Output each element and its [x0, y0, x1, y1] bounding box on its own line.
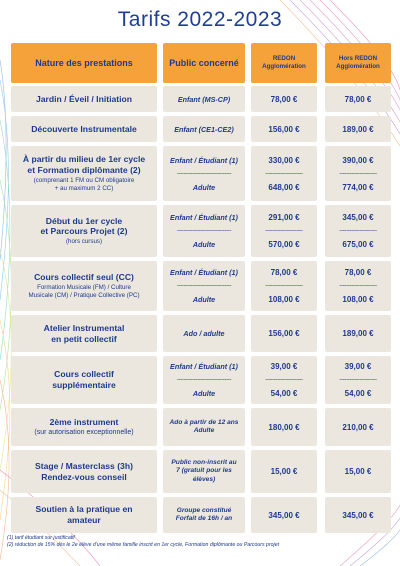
- row-10-redon: 345,00 €: [251, 497, 317, 533]
- row-9-public: [163, 450, 245, 493]
- price-1: 78,00 €: [344, 268, 372, 277]
- public-line1: Enfant / Étudiant (1): [170, 268, 238, 277]
- price-2: 108,00 €: [342, 295, 374, 304]
- public-line1: Enfant / Étudiant (1): [170, 155, 238, 165]
- row-3-nature: [11, 146, 157, 201]
- separator: ----------------------: [339, 170, 377, 177]
- row-1-redon: 78,00 €: [251, 86, 317, 112]
- row-9-nature: [11, 450, 157, 493]
- row-8-hors: 210,00 €: [325, 408, 391, 446]
- price-1: 39,00 €: [270, 362, 298, 371]
- price-2: 108,00 €: [268, 295, 300, 304]
- row-subtitle-line2: Musicale (CM) / Pratique Collective (PC): [28, 291, 140, 299]
- separator: --------------------------------: [176, 283, 232, 289]
- row-title-line1: Stage / Masterclass (3h): [35, 460, 133, 471]
- price-2: 774,00 €: [342, 182, 374, 192]
- row-4-redon: [251, 205, 317, 257]
- price-2: 54,00 €: [344, 389, 372, 398]
- public-line3: élèves): [192, 475, 216, 483]
- row-title-line2: et Formation diplômante (2): [27, 164, 141, 175]
- header-hors-line2: Agglomération: [336, 63, 380, 70]
- price-1: 291,00 €: [268, 213, 300, 222]
- price-1: 78,00 €: [270, 268, 298, 277]
- public-line2: Adulte: [192, 295, 216, 304]
- row-1-public: Enfant (MS-CP): [163, 86, 245, 112]
- row-10-public: [163, 497, 245, 533]
- row-9-hors: 15,00 €: [325, 450, 391, 493]
- row-8-nature: [11, 408, 157, 446]
- public-line1: Ado à partir de 12 ans: [169, 418, 239, 426]
- public-line1: Groupe constitué: [176, 506, 232, 514]
- row-title-line1: Cours collectif: [54, 369, 114, 380]
- price-2: 648,00 €: [268, 182, 300, 192]
- row-5-redon: [251, 261, 317, 311]
- row-title-line1: À partir du milieu de 1er cycle: [22, 154, 146, 165]
- public-line1: Public non-inscrit au: [171, 459, 237, 467]
- row-10-hors: 345,00 €: [325, 497, 391, 533]
- row-2-public: Enfant (CE1-CE2): [163, 116, 245, 142]
- row-1-hors: 78,00 €: [325, 86, 391, 112]
- separator: ----------------------: [339, 228, 377, 234]
- row-1-nature: [11, 86, 157, 112]
- row-7-redon: [251, 356, 317, 404]
- row-title: Découverte Instrumentale: [31, 123, 137, 134]
- separator: ----------------------: [265, 283, 303, 289]
- row-title-line2: en petit collectif: [51, 333, 117, 344]
- separator: ----------------------: [339, 377, 377, 383]
- separator: --------------------------------: [176, 377, 232, 383]
- row-8-redon: 180,00 €: [251, 408, 317, 446]
- row-subtitle-line1: (comprenant 1 FM ou CM obligatoire: [33, 176, 135, 184]
- row-5-public: [163, 261, 245, 311]
- row-title-line1: Atelier Instrumental: [43, 322, 125, 333]
- header-redon-line1: REDON: [272, 55, 296, 63]
- price-1: 39,00 €: [344, 362, 372, 371]
- row-6-public: Ado / adulte: [163, 315, 245, 352]
- page-title: Tarifs 2022-2023: [117, 8, 283, 31]
- footnote-1: (1) tarif étudiant sur justificatif: [7, 535, 75, 541]
- footnote-2: (2) réduction de 15% dès le 2e élève d'une même famille inscrit en 1er cycle, Formation diplômante ou Parcours projet: [7, 542, 280, 549]
- public-line1: Enfant / Étudiant (1): [170, 213, 238, 222]
- public-line2: Adulte: [192, 182, 216, 192]
- price-2: 675,00 €: [342, 240, 374, 249]
- row-3-public: [163, 146, 245, 201]
- header-nature: Nature des prestations: [11, 43, 157, 83]
- row-3-redon: [251, 146, 317, 201]
- price-2: 570,00 €: [268, 240, 300, 249]
- header-redon-line2: Agglomération: [262, 63, 306, 70]
- public-line2: Adulte: [193, 427, 215, 434]
- separator: --------------------------------: [176, 228, 232, 234]
- header-public: Public concerné: [163, 43, 245, 83]
- row-2-hors: 189,00 €: [325, 116, 391, 142]
- row-subtitle: (sur autorisation exceptionnelle): [34, 429, 134, 437]
- row-7-hors: [325, 356, 391, 404]
- header-hors-line1: Hors REDON: [338, 55, 378, 63]
- row-title: 2ème instrument: [49, 416, 119, 427]
- public-line2: Forfait de 16h / an: [175, 515, 233, 522]
- row-subtitle: (hors cursus): [65, 238, 103, 246]
- separator: ----------------------: [265, 170, 303, 177]
- row-6-hors: 189,00 €: [325, 315, 391, 352]
- row-4-nature: [11, 205, 157, 257]
- row-5-hors: [325, 261, 391, 311]
- footnotes: [7, 535, 397, 549]
- row-5-nature: [11, 261, 157, 311]
- row-3-hors: [325, 146, 391, 201]
- row-title-line1: Début du 1er cycle: [45, 215, 123, 226]
- row-2-redon: 156,00 €: [251, 116, 317, 142]
- row-title: Jardin / Éveil / Initiation: [36, 93, 132, 104]
- row-2-nature: [11, 116, 157, 142]
- row-title-line2: Rendez-vous conseil: [41, 471, 127, 482]
- row-10-nature: [11, 497, 157, 533]
- row-title-line2: et Parcours Projet (2): [40, 226, 128, 237]
- row-title-line2: amateur: [67, 515, 101, 525]
- separator: ----------------------: [339, 283, 377, 289]
- separator: ----------------------: [265, 377, 303, 383]
- public-line2: Adulte: [192, 240, 216, 249]
- row-6-nature: [11, 315, 157, 352]
- row-title-line2: supplémentaire: [52, 380, 116, 390]
- price-1: 390,00 €: [342, 155, 374, 165]
- price-2: 54,00 €: [270, 389, 298, 398]
- header-redon: [251, 43, 317, 83]
- public-line2: 7 (gratuit pour les: [176, 467, 232, 475]
- price-1: 345,00 €: [342, 213, 374, 222]
- row-4-public: [163, 205, 245, 257]
- row-7-nature: [11, 356, 157, 404]
- separator: --------------------------------: [176, 170, 232, 177]
- price-1: 330,00 €: [268, 155, 300, 165]
- header-hors-redon: [325, 43, 391, 83]
- separator: ----------------------: [265, 228, 303, 234]
- row-6-redon: 156,00 €: [251, 315, 317, 352]
- row-title-line1: Soutien à la pratique en: [35, 504, 133, 515]
- row-8-public: [163, 408, 245, 446]
- row-title: Cours collectif seul (CC): [34, 272, 134, 283]
- public-line2: Adulte: [192, 389, 216, 398]
- public-line1: Enfant / Étudiant (1): [170, 362, 238, 371]
- row-9-redon: 15,00 €: [251, 450, 317, 493]
- row-4-hors: [325, 205, 391, 257]
- row-subtitle-line2: + au maximum 2 CC): [54, 184, 114, 192]
- row-7-public: [163, 356, 245, 404]
- row-subtitle-line1: Formation Musicale (FM) / Culture: [37, 283, 131, 291]
